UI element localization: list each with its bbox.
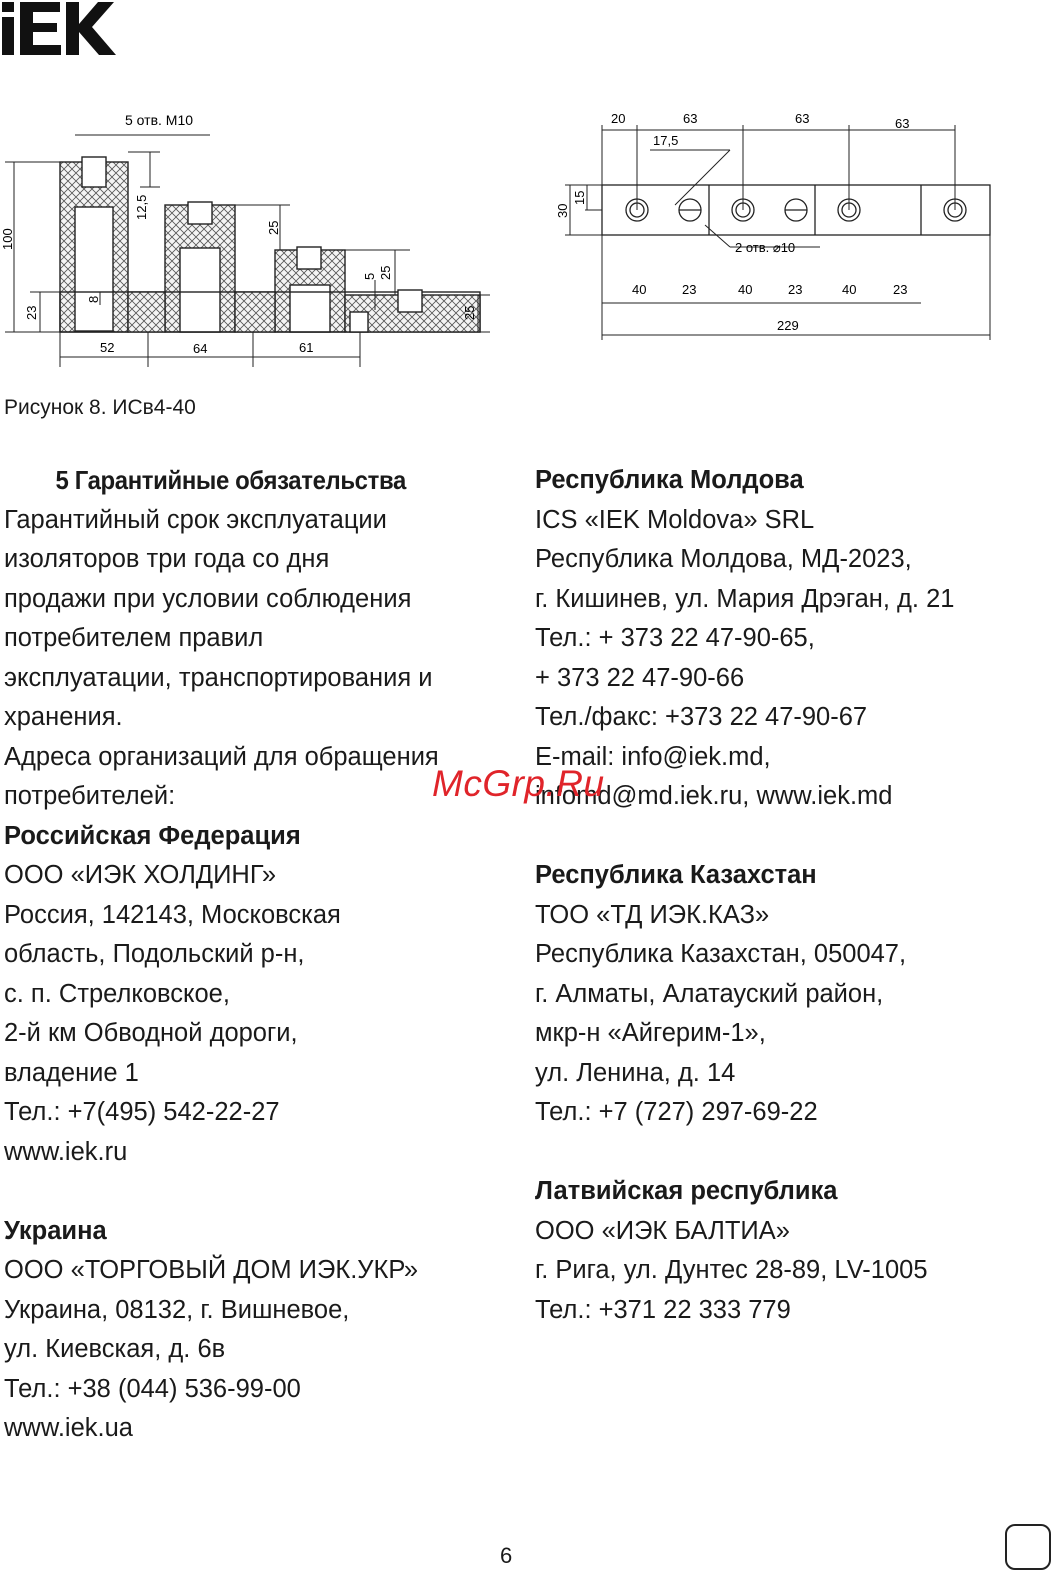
russia-line: 2-й км Обводной дороги,: [4, 1019, 298, 1047]
dim-bottom-40-c: 40: [842, 282, 857, 297]
insulator-top-drawing: [555, 105, 1005, 350]
dim-100: 100: [0, 228, 15, 250]
russia-line: ООО «ИЭК ХОЛДИНГ»: [4, 861, 277, 889]
page-corner-frame: [1005, 1524, 1051, 1570]
dim-holes-label: 5 отв. М10: [125, 112, 194, 128]
dim-15: 15: [572, 190, 587, 205]
dim-61: 61: [299, 340, 314, 355]
warranty-line: хранения.: [4, 703, 123, 731]
warranty-line: изоляторов три года со дня: [4, 545, 330, 573]
moldova-line: г. Кишинев, ул. Мария Дрэган, д. 21: [535, 584, 955, 613]
moldova-contact-links[interactable]: infomd@md.iek.ru, www.iek.md: [535, 782, 893, 810]
insulator-side-drawing: [0, 105, 495, 375]
russia-line: область, Подольский р-н,: [4, 940, 305, 968]
moldova-line: Тел./факс: +373 22 47-90-67: [535, 703, 868, 731]
moldova-line: Республика Молдова, МД-2023,: [535, 545, 912, 573]
moldova-line: Тел.: + 373 22 47-90-65,: [535, 624, 815, 652]
left-column: [4, 461, 504, 1449]
kazakhstan-line: ТОО «ТД ИЭК.КАЗ»: [535, 900, 770, 929]
dim-52: 52: [100, 340, 115, 355]
kazakhstan-line: Тел.: +7 (727) 297-69-22: [535, 1098, 818, 1126]
iek-logo: [0, 0, 120, 60]
dim-holes-2: 2 отв. ⌀10: [735, 240, 796, 255]
dim-bottom-23-b: 23: [788, 282, 803, 297]
warranty-line: потребителем правил: [4, 624, 264, 652]
dim-bottom-23-c: 23: [893, 282, 908, 297]
moldova-line: + 373 22 47-90-66: [535, 663, 745, 692]
dim-30: 30: [555, 203, 570, 218]
warranty-line: эксплуатации, транспортирования и: [4, 663, 433, 692]
dim-bottom-23-a: 23: [682, 282, 697, 297]
russia-website-link[interactable]: www.iek.ru: [4, 1137, 128, 1166]
spacer: [535, 817, 1055, 857]
dim-12-5: 12,5: [134, 194, 149, 220]
russia-line: владение 1: [4, 1058, 139, 1087]
dim-bottom-40-b: 40: [738, 282, 753, 297]
kazakhstan-line: Республика Казахстан, 050047,: [535, 940, 907, 968]
dim-total-229: 229: [777, 318, 799, 333]
watermark: McGrp.Ru: [432, 763, 605, 804]
dim-top-63-a: 63: [683, 111, 698, 126]
kazakhstan-line: мкр-н «Айгерим-1»,: [535, 1019, 766, 1047]
right-column: [535, 461, 1055, 1330]
moldova-title: Республика Молдова: [535, 466, 804, 494]
spacer: [535, 1133, 1055, 1173]
russia-line: Россия, 142143, Московская: [4, 900, 341, 929]
dim-bottom-40-a: 40: [632, 282, 647, 297]
kazakhstan-title: Республика Казахстан: [535, 861, 817, 889]
ukraine-title: Украина: [4, 1216, 107, 1245]
warranty-line: потребителей:: [4, 782, 176, 810]
page-number: 6: [500, 1543, 513, 1568]
latvia-line: Тел.: +371 22 333 779: [535, 1295, 791, 1324]
warranty-line: Гарантийный срок эксплуатации: [4, 505, 387, 534]
section-title: 5 Гарантийные обязательства: [55, 465, 406, 495]
ukraine-line: ул. Киевская, д. 6в: [4, 1335, 226, 1363]
dim-17-5: 17,5: [653, 133, 679, 148]
warranty-line: Адреса организаций для обращения: [4, 742, 439, 771]
dim-top-63-b: 63: [795, 111, 810, 126]
spacer: [4, 1172, 504, 1212]
kazakhstan-line: г. Алматы, Алатауский район,: [535, 979, 884, 1008]
moldova-email-link[interactable]: E-mail: info@iek.md,: [535, 742, 771, 771]
dim-64: 64: [193, 341, 208, 356]
ukraine-line: Украина, 08132, г. Вишневое,: [4, 1295, 350, 1324]
moldova-line: ICS «IEK Moldova» SRL: [535, 505, 815, 534]
dim-5: 5: [362, 272, 377, 280]
ukraine-line: ООО «ТОРГОВЫЙ ДОМ ИЭК.УКР»: [4, 1256, 419, 1284]
latvia-line: ООО «ИЭК БАЛТИА»: [535, 1216, 790, 1245]
ukraine-line: Тел.: +38 (044) 536-99-00: [4, 1374, 301, 1403]
russia-title: Российская Федерация: [4, 821, 301, 850]
dim-25-b: 25: [378, 265, 393, 280]
russia-line: Тел.: +7(495) 542-22-27: [4, 1098, 280, 1126]
dim-23: 23: [24, 305, 39, 320]
ukraine-website-link[interactable]: www.iek.ua: [4, 1414, 133, 1442]
kazakhstan-line: ул. Ленина, д. 14: [535, 1058, 736, 1087]
russia-line: с. п. Стрелковское,: [4, 979, 230, 1008]
dim-top-63-c: 63: [895, 116, 910, 131]
figure-caption: Рисунок 8. ИСв4-40: [4, 396, 196, 419]
dim-8: 8: [86, 295, 101, 303]
dim-25-a: 25: [266, 220, 281, 235]
latvia-title: Латвийская республика: [535, 1177, 838, 1205]
dim-top-20: 20: [611, 111, 626, 126]
warranty-line: продажи при условии соблюдения: [4, 584, 412, 613]
dim-25-c: 25: [462, 305, 477, 320]
latvia-line: г. Рига, ул. Дунтес 28-89, LV-1005: [535, 1256, 928, 1284]
